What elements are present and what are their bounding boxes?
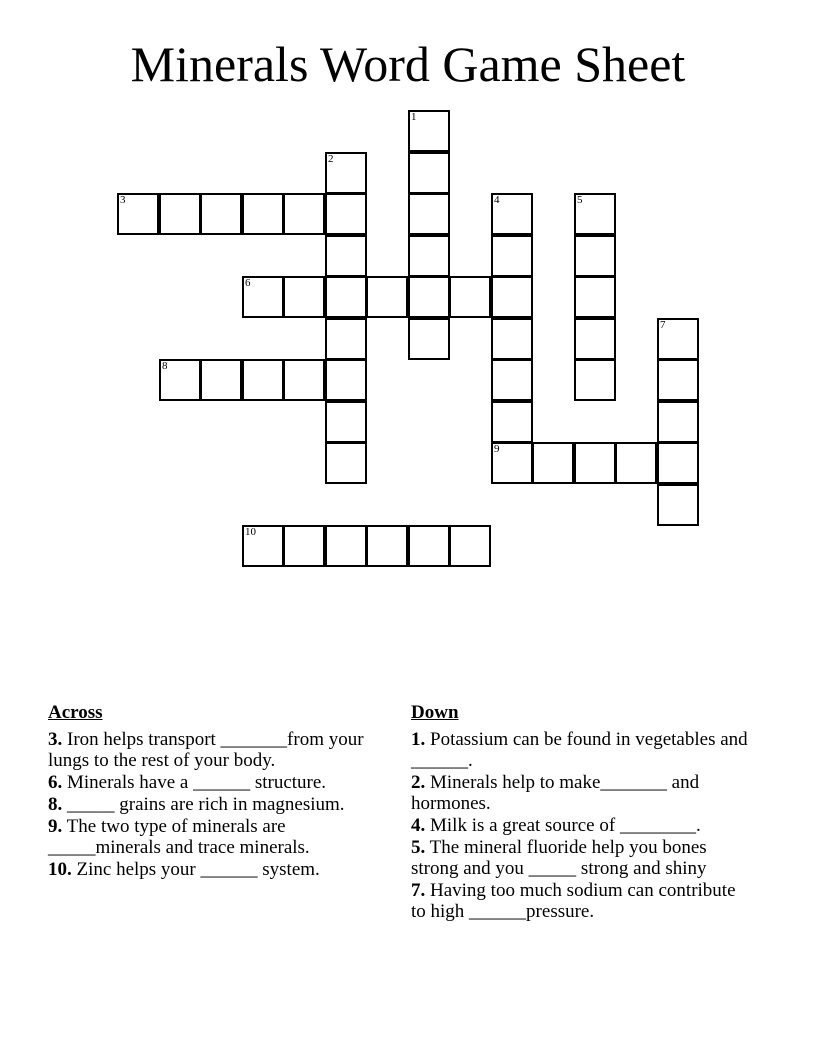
clue-text: _____ grains are rich in magnesium. — [67, 794, 345, 815]
grid-cell[interactable] — [159, 193, 201, 235]
cell-number: 4 — [494, 194, 500, 206]
clue-text: Potassium can be found in vegetables and ______. — [411, 729, 748, 771]
grid-cell[interactable] — [366, 276, 408, 318]
grid-cell[interactable] — [325, 152, 367, 194]
down-heading: Down — [411, 702, 459, 723]
grid-cell[interactable] — [574, 359, 616, 401]
grid-cell[interactable] — [159, 359, 201, 401]
clue-number: 10. — [48, 859, 72, 880]
grid-cell[interactable] — [283, 276, 325, 318]
grid-cell[interactable] — [657, 318, 699, 360]
grid-cell[interactable] — [242, 276, 284, 318]
grid-cell[interactable] — [657, 359, 699, 401]
down-clue-1 — [411, 729, 751, 771]
grid-cell[interactable] — [366, 525, 408, 567]
cell-number: 2 — [328, 153, 334, 165]
clue-number: 5. — [411, 837, 426, 858]
grid-cell[interactable] — [242, 193, 284, 235]
grid-cell[interactable] — [325, 401, 367, 443]
across-clue-6 — [48, 772, 388, 793]
down-clue-4 — [411, 815, 751, 836]
grid-cell[interactable] — [408, 110, 450, 152]
grid-cell[interactable] — [491, 193, 533, 235]
cell-number: 6 — [245, 277, 251, 289]
clue-text: Iron helps transport _______from your lungs to the rest of your body. — [48, 729, 364, 771]
grid-cell[interactable] — [491, 401, 533, 443]
clue-text: The mineral fluoride help you bones strong and you _____ strong and shiny — [411, 837, 707, 879]
grid-cell[interactable] — [491, 359, 533, 401]
clue-text: Milk is a great source of ________. — [430, 815, 701, 836]
clue-text: Minerals have a ______ structure. — [67, 772, 327, 793]
down-clue-5 — [411, 837, 751, 879]
grid-cell[interactable] — [491, 235, 533, 277]
clue-number: 4. — [411, 815, 426, 836]
grid-cell[interactable] — [242, 359, 284, 401]
clue-number: 9. — [48, 816, 63, 837]
down-clue-2 — [411, 772, 751, 814]
down-clue-7 — [411, 880, 751, 922]
grid-cell[interactable] — [408, 318, 450, 360]
across-clue-9 — [48, 816, 388, 858]
cell-number: 5 — [577, 194, 583, 206]
grid-cell[interactable] — [200, 359, 242, 401]
grid-cell[interactable] — [283, 359, 325, 401]
grid-cell[interactable] — [657, 442, 699, 484]
clue-text: The two type of minerals are _____minerals and trace minerals. — [48, 816, 310, 858]
grid-cell[interactable] — [574, 235, 616, 277]
clue-number: 7. — [411, 880, 426, 901]
across-clue-3 — [48, 729, 388, 771]
cell-number: 3 — [120, 194, 126, 206]
clue-number: 6. — [48, 772, 63, 793]
grid-cell[interactable] — [574, 276, 616, 318]
clue-text: Having too much sodium can contribute to high ______pressure. — [411, 880, 736, 922]
grid-cell[interactable] — [491, 276, 533, 318]
down-clues — [411, 702, 751, 923]
grid-cell[interactable] — [615, 442, 657, 484]
grid-cell[interactable] — [408, 152, 450, 194]
grid-cell[interactable] — [408, 525, 450, 567]
across-clue-8 — [48, 794, 388, 815]
grid-cell[interactable] — [657, 401, 699, 443]
clue-number: 1. — [411, 729, 426, 750]
grid-cell[interactable] — [325, 193, 367, 235]
grid-cell[interactable] — [491, 442, 533, 484]
grid-cell[interactable] — [200, 193, 242, 235]
page-title: Minerals Word Game Sheet — [130, 36, 686, 92]
grid-cell[interactable] — [574, 193, 616, 235]
across-clue-10 — [48, 859, 388, 880]
grid-cell[interactable] — [491, 318, 533, 360]
clue-number: 3. — [48, 729, 63, 750]
grid-cell[interactable] — [325, 359, 367, 401]
grid-cell[interactable] — [283, 525, 325, 567]
clue-number: 8. — [48, 794, 63, 815]
clue-text: Zinc helps your ______ system. — [76, 859, 320, 880]
grid-cell[interactable] — [325, 235, 367, 277]
grid-cell[interactable] — [325, 276, 367, 318]
grid-cell[interactable] — [117, 193, 159, 235]
grid-cell[interactable] — [408, 235, 450, 277]
grid-cell[interactable] — [657, 484, 699, 526]
across-clues — [48, 702, 388, 881]
grid-cell[interactable] — [574, 442, 616, 484]
grid-cell[interactable] — [242, 525, 284, 567]
grid-cell[interactable] — [449, 276, 491, 318]
clue-text: Minerals help to make_______ and hormones. — [411, 772, 700, 814]
across-heading: Across — [48, 702, 103, 723]
grid-cell[interactable] — [325, 442, 367, 484]
grid-cell[interactable] — [532, 442, 574, 484]
cell-number: 1 — [411, 111, 417, 123]
grid-cell[interactable] — [283, 193, 325, 235]
cell-number: 8 — [162, 360, 168, 372]
grid-cell[interactable] — [408, 276, 450, 318]
cell-number: 10 — [245, 526, 256, 538]
cell-number: 9 — [494, 443, 500, 455]
grid-cell[interactable] — [574, 318, 616, 360]
cell-number: 7 — [660, 319, 666, 331]
grid-cell[interactable] — [325, 525, 367, 567]
grid-cell[interactable] — [449, 525, 491, 567]
grid-cell[interactable] — [408, 193, 450, 235]
grid-cell[interactable] — [325, 318, 367, 360]
clue-number: 2. — [411, 772, 426, 793]
